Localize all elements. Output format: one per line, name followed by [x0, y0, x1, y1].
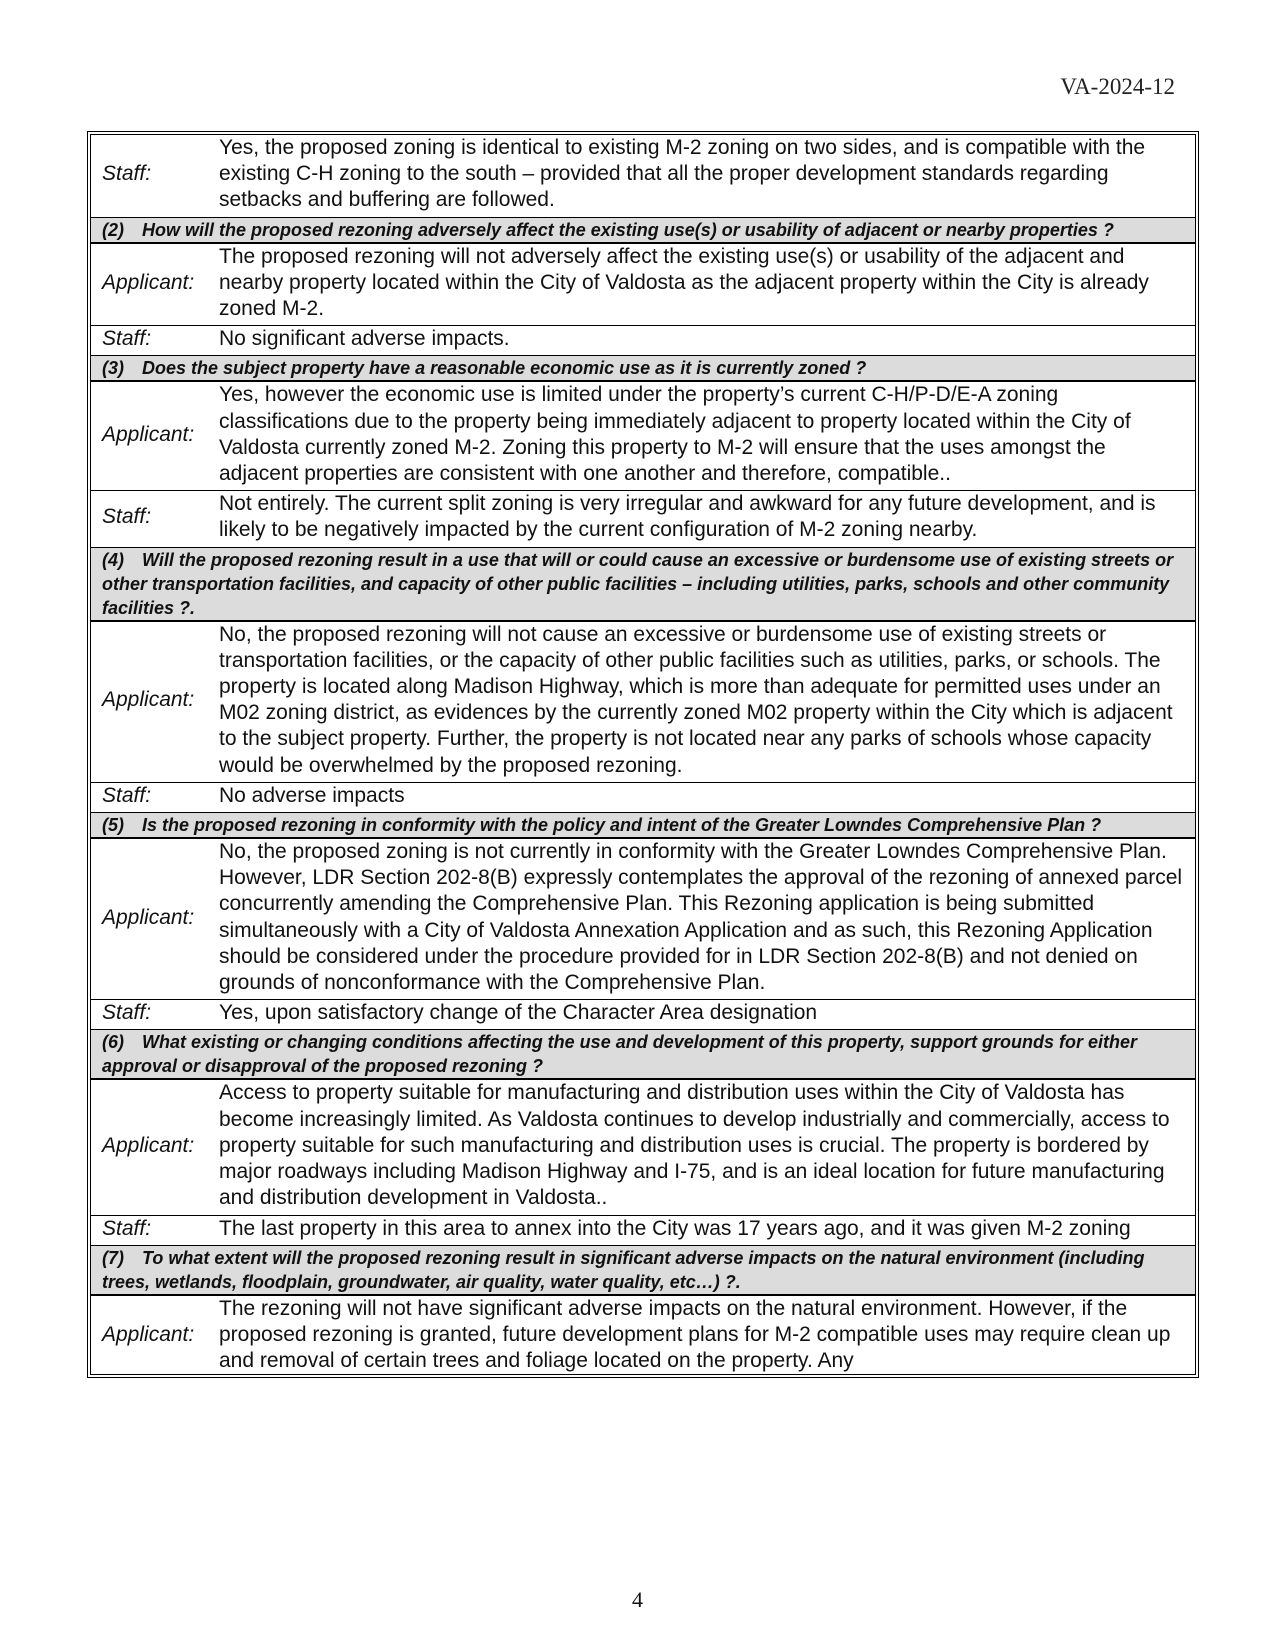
question-7	[91, 1245, 1195, 1296]
question-2	[91, 217, 1195, 244]
question-text: Does the subject property have a reasonable economic use as it is currently zoned ?	[142, 358, 867, 379]
s2-applicant-text: The proposed rezoning will not adversely affect the existing use(s) or usability of the adjacent and nearby property located within the City of Valdosta as the adjacent property within the City is already zoned M-2.	[219, 244, 1149, 321]
document-id: VA-2024-12	[1060, 74, 1175, 99]
s7-applicant-text: The rezoning will not have significant adverse impacts on the natural environment. However, if the proposed rezoning is granted, future development plans for M-2 compatible uses may require clean up and removal of certain trees and foliage located on the property. Any	[219, 1296, 1171, 1373]
applicant-label: Applicant:	[102, 1133, 195, 1157]
s6-applicant-row	[91, 1080, 1195, 1211]
s4-staff-text: No adverse impacts	[219, 783, 405, 807]
question-number: (4)	[102, 549, 124, 570]
question-number: (6)	[102, 1032, 124, 1053]
question-6	[91, 1029, 1195, 1080]
s3-applicant-row	[91, 382, 1195, 487]
s2-applicant-row	[91, 244, 1195, 323]
s5-staff-text: Yes, upon satisfactory change of the Character Area designation	[219, 1001, 818, 1025]
s3-staff-row	[91, 490, 1195, 543]
s6-applicant-text: Access to property suitable for manufacturing and distribution uses within the City of Valdosta has become increasingly limited. As Valdosta continues to develop industrially and commercially, access to property suitable for such manufacturing and distribution uses is crucial. The property is bordered by major roadways including Madison Highway and I-75, and is an ideal location for future manufacturing and distribution development in Valdosta..	[219, 1081, 1170, 1210]
s5-staff-row	[91, 999, 1195, 1026]
question-text: Will the proposed rezoning result in a use that will or could cause an excessive or burdensome use of existing streets or other transportation facilities, and capacity of other public facilities – including utilities, parks, schools and other community facilities ?.	[102, 549, 1174, 618]
question-text: How will the proposed rezoning adversely affect the existing use(s) or usability of adjacent or nearby properties ?	[142, 219, 1114, 240]
question-number: (2)	[102, 219, 124, 240]
question-3	[91, 355, 1195, 382]
question-5	[91, 812, 1195, 839]
s1-staff-text: Yes, the proposed zoning is identical to existing M-2 zoning on two sides, and is compatible with the existing C-H zoning to the south – provided that all the proper development standards regarding setbacks and buffering are followed.	[219, 136, 1146, 212]
staff-label: Staff:	[102, 1001, 152, 1025]
s3-staff-text: Not entirely. The current split zoning is very irregular and awkward for any future development, and is likely to be negatively impacted by the current configuration of M-2 zoning nearby.	[219, 492, 1156, 542]
applicant-label: Applicant:	[102, 270, 195, 294]
staff-label: Staff:	[102, 162, 152, 186]
s5-applicant-row	[91, 839, 1195, 996]
applicant-label: Applicant:	[102, 1323, 195, 1346]
s2-staff-text: No significant adverse impacts.	[219, 327, 510, 351]
s5-applicant-text: No, the proposed zoning is not currently in conformity with the Greater Lowndes Comprehensive Plan. However, LDR Section 202-8(B) expressly contemplates the approval of the rezoning of annexed parcel concurrently amending the Comprehensive Plan. This Rezoning application is being submitted simultaneously with a City of Valdosta Annexation Application and as such, this Rezoning Application should be considered under the procedure provided for in LDR Section 202-8(B) and not denied on grounds of nonconformance with the Comprehensive Plan.	[219, 840, 1183, 995]
s4-staff-row	[91, 782, 1195, 809]
rezoning-criteria-table	[87, 131, 1199, 1378]
s4-applicant-row	[91, 622, 1195, 779]
question-text: What existing or changing conditions affecting the use and development of this property, support grounds for either approval or disapproval of the proposed rezoning ?	[102, 1032, 1138, 1077]
question-number: (5)	[102, 815, 124, 836]
s3-applicant-text: Yes, however the economic use is limited under the property’s current C-H/P-D/E-A zoning classifications due to the property being immediately adjacent to property located within the City of Valdosta currently zoned M-2. Zoning this property to M-2 will ensure that the uses amongst the adjacent properties are consistent with one another and therefore, compatible..	[219, 383, 1131, 486]
s6-staff-row	[91, 1215, 1195, 1242]
staff-label: Staff:	[102, 327, 152, 351]
s2-staff-row	[91, 325, 1195, 352]
s7-applicant-row	[91, 1296, 1195, 1375]
s1-staff-row	[91, 135, 1195, 214]
question-number: (7)	[102, 1247, 124, 1268]
question-4	[91, 547, 1195, 622]
applicant-label: Applicant:	[102, 422, 195, 446]
staff-label: Staff:	[102, 783, 152, 807]
staff-label: Staff:	[102, 1216, 152, 1240]
question-text: Is the proposed rezoning in conformity with the policy and intent of the Greater Lowndes Comprehensive Plan ?	[142, 815, 1102, 836]
staff-label: Staff:	[102, 505, 152, 529]
page-number: 4	[632, 1587, 643, 1612]
s4-applicant-text: No, the proposed rezoning will not cause an excessive or burdensome use of existing streets or transportation facilities, or the capacity of other public facilities such as utilities, parks, or schools. The property is located along Madison Highway, which is more than adequate for permitted uses under an M02 zoning district, as evidences by the currently zoned M02 property within the City which is adjacent to the subject property. Further, the property is not located near any parks of schools whose capacity would be overwhelmed by the proposed rezoning.	[219, 622, 1173, 777]
s6-staff-text: The last property in this area to annex into the City was 17 years ago, and it was given M-2 zoning	[219, 1216, 1131, 1240]
applicant-label: Applicant:	[102, 688, 195, 712]
applicant-label: Applicant:	[102, 905, 195, 929]
question-number: (3)	[102, 358, 124, 379]
question-text: To what extent will the proposed rezoning result in significant adverse impacts on the natural environment (including trees, wetlands, floodplain, groundwater, air quality, water quality, etc…) ?.	[102, 1247, 1145, 1292]
